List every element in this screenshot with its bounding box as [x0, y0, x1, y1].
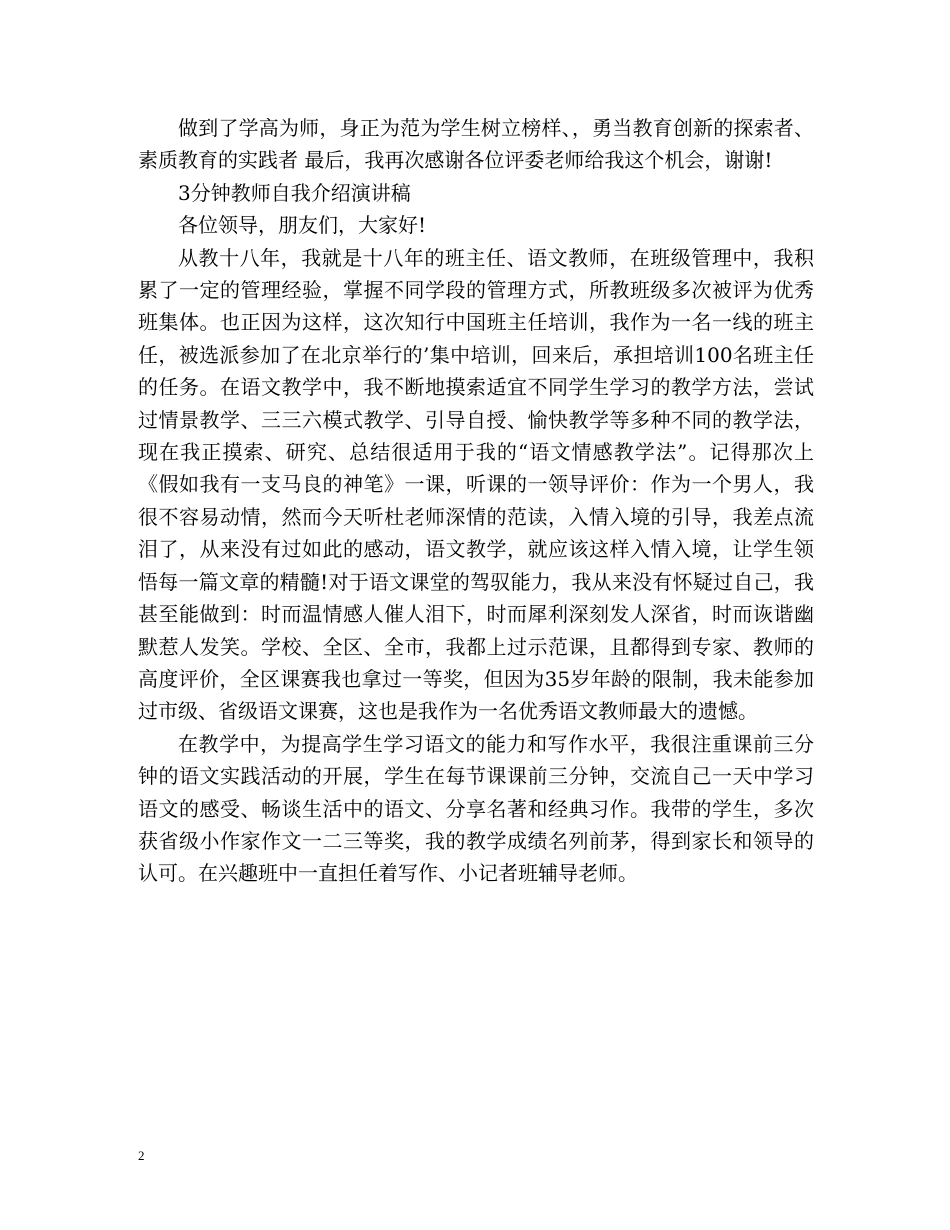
section-title: 3分钟教师自我介绍演讲稿: [178, 180, 411, 205]
document-body: [138, 112, 814, 890]
paragraph-closing: 做到了学高为师，身正为范为学生树立榜样、，勇当教育创新的探索者、素质教育的实践者 最后，我再次感谢各位评委老师给我这个机会，谢谢!: [138, 116, 814, 173]
page-number: 2: [138, 1148, 145, 1163]
paragraph-teaching: 在教学中，为提高学生学习语文的能力和写作水平，我很注重课前三分钟的语文实践活动的开展，学生在每节课课前三分钟，交流自己一天中学习语文的感受、畅谈生活中的语文、分享名著和经典习作。我带的学生，多次获省级小作家作文一二三等奖，我的教学成绩名列前茅，得到家长和领导的认可。在兴趣班中一直担任着写作、小记者班辅导老师。: [138, 731, 814, 886]
paragraph-experience: 从教十八年，我就是十八年的班主任、语文教师，在班级管理中，我积累了一定的管理经验，掌握不同学段的管理方式，所教班级多次被评为优秀班集体。也正因为这样，这次知行中国班主任培训，我作为一名一线的班主任，被选派参加了在北京举行的’集中培训，回来后，承担培训100名班主任的任务。在语文教学中，我不断地摸索适宜不同学生学习的教学方法，尝试过情景教学、三三六模式教学、引导自授、愉快教学等多种不同的教学法，现在我正摸索、研究、总结很适用于我的“语文情感教学法”。记得那次上《假如我有一支马良的神笔》一课，听课的一领导评价：作为一个男人，我很不容易动情，然而今天听杜老师深情的范读，入情入境的引导，我差点流泪了，从来没有过如此的感动，语文教学，就应该这样入情入境，让学生领悟每一篇文章的精髓!对于语文课堂的驾驭能力，我从来没有怀疑过自己，我甚至能做到：时而温情感人催人泪下，时而犀利深刻发人深省，时而诙谐幽默惹人发笑。学校、全区、全市，我都上过示范课，且都得到专家、教师的高度评价，全区课赛我也拿过一等奖，但因为35岁年龄的限制，我未能参加过市级、省级语文课赛，这也是我作为一名优秀语文教师最大的遗憾。: [138, 245, 814, 724]
greeting: 各位领导，朋友们，大家好!: [178, 213, 427, 238]
